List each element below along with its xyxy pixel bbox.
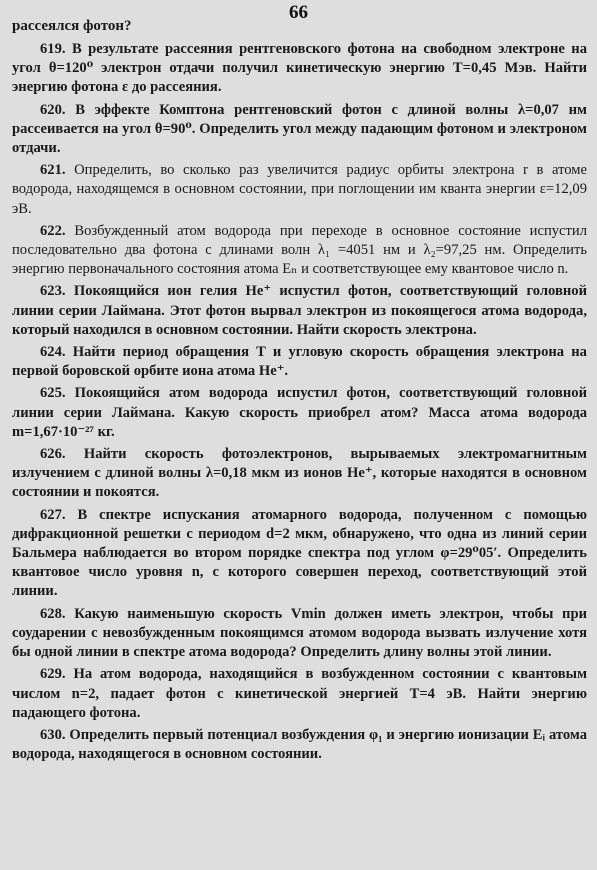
problem-text: В спектре испускания атомарного водорода, полученном с помощью дифракционной решетки с периодом d=2 мкм, обнаружено, что одна из линий серии Бальмера наблюдается во втором порядке спектра под углом φ=29⁰05′. Определить квантовое число уровня n, с которого совершен переход, соответствующий этой линии.: [12, 506, 587, 600]
problem-number: 626.: [40, 446, 66, 463]
problem-number: 619.: [40, 41, 66, 57]
problem-621: [12, 161, 587, 219]
problem-number: 629.: [40, 666, 66, 683]
problem-text: Определить первый потенциал возбуждения φ₁ и энергию ионизации Eᵢ атома водорода, находящегося в основном состоянии.: [12, 726, 587, 763]
problem-629: [12, 665, 587, 723]
problem-622: [12, 222, 587, 280]
page-number: 66: [289, 2, 308, 23]
problem-text: На атом водорода, находящийся в возбужденном состоянии с квантовым числом n=2, падает фотон с кинетической энергией T=4 эВ. Найти энергию падающего фотона.: [12, 666, 588, 721]
problem-text: Найти период обращения T и угловую скорость обращения электрона на первой боровской орбите иона атома He⁺.: [12, 344, 587, 380]
problem-text: Покоящийся атом водорода испустил фотон, соответствующий головной линии серии Лаймана. Какую скорость приобрел атом? Масса атома водорода m=1,67·10⁻²⁷ кг.: [12, 385, 587, 440]
problem-623: [12, 282, 587, 340]
problem-627: [12, 506, 587, 602]
problem-624: [12, 343, 587, 381]
problem-text: Покоящийся ион гелия He⁺ испустил фотон, соответствующий головной линии серии Лаймана. Этот фотон вырвал электрон из покоящегося атома водорода, который находился в основном состоянии. Найти скорость электрона.: [12, 283, 587, 338]
problem-number: 624.: [40, 344, 66, 361]
problem-number: 630.: [40, 726, 66, 743]
problem-text: Какую наименьшую скорость Vmin должен иметь электрон, чтобы при соударении с невозбужденным покоящимся атомом водорода вызвать излучение хотя бы одной линии в спектре атома водорода? Определить длину волны этой линии.: [12, 605, 587, 661]
problem-number: 623.: [40, 283, 66, 300]
problem-text: В эффекте Комптона рентгеновский фотон с длиной волны λ=0,07 нм рассеивается на угол θ=90⁰. Определить угол между падающим фотоном и электроном отдачи.: [12, 101, 587, 157]
problem-number: 628.: [40, 605, 66, 622]
problem-620: [12, 101, 587, 159]
problem-626: [12, 445, 587, 503]
problem-list: [12, 40, 587, 767]
problem-text: Найти скорость фотоэлектронов, вырываемых электромагнитным излучением с длиной волны λ=0,18 мкм из ионов He⁺, которые находятся в основном состоянии и покоятся.: [12, 446, 587, 501]
problem-number: 622.: [40, 222, 66, 239]
continuation-text: рассеялся фотон?: [12, 18, 132, 34]
problem-number: 625.: [40, 385, 66, 402]
problem-number: 627.: [40, 506, 66, 523]
problem-628: [12, 605, 587, 663]
problem-text: Определить, во сколько раз увеличится радиус орбиты электрона r в атоме водорода, находящемся в основном состоянии, при поглощении им кванта энергии ε=12,09 эВ.: [12, 162, 587, 217]
problem-number: 621.: [40, 162, 66, 179]
problem-625: [12, 384, 587, 442]
problem-number: 620.: [40, 101, 66, 118]
problem-text: Возбужденный атом водорода при переходе в основное состояние испустил последовательно два фотона с длинами волн λ₁ =4051 нм и λ₂=97,25 нм. Определить энергию первоначального состояния атома Eₙ и соответствующее ему квантовое число n.: [12, 222, 587, 278]
problem-630: [12, 726, 587, 764]
problem-619: [12, 40, 587, 98]
problem-text: В результате рассеяния рентгеновского фотона на свободном электроне на угол θ=120⁰ электрон отдачи получил кинетическую энергию T=0,45 Мэв. Найти энергию фотона ε до рассеяния.: [12, 41, 587, 96]
